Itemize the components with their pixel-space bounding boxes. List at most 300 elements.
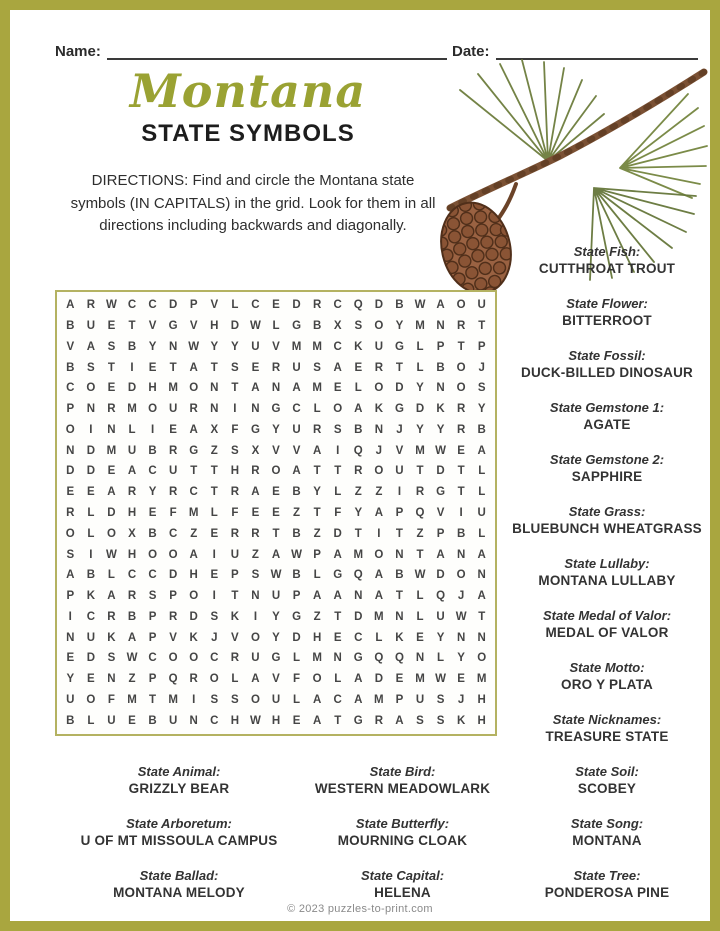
grid-cell: I [192, 693, 196, 706]
grid-cell: G [394, 340, 404, 353]
symbol-item [502, 296, 712, 329]
grid-cell: P [477, 340, 486, 353]
grid-cell: Q [353, 569, 363, 582]
grid-cell: O [148, 548, 158, 561]
grid-cell: L [272, 320, 280, 333]
grid-cell: A [292, 465, 301, 478]
grid-cell: Y [457, 652, 465, 665]
grid-cell: P [313, 548, 321, 561]
grid-cell: W [455, 610, 467, 623]
symbol-value: BITTERROOT [562, 313, 652, 328]
grid-cell: L [293, 693, 301, 706]
grid-cell: U [395, 465, 404, 478]
grid-cell: K [354, 340, 363, 353]
grid-cell: N [86, 403, 95, 416]
grid-cell: D [292, 299, 301, 312]
grid-cell: O [456, 361, 466, 374]
grid-cell: N [271, 382, 281, 395]
grid-cell: H [230, 714, 239, 727]
grid-cell: P [395, 506, 404, 519]
grid-cell: E [457, 444, 465, 457]
symbol-item [295, 764, 510, 797]
grid-cell: L [478, 486, 486, 499]
grid-cell: O [456, 299, 466, 312]
grid-cell: T [231, 382, 239, 395]
grid-cell: R [415, 486, 425, 499]
grid-cell: Z [293, 506, 301, 519]
symbol-label: State Bird: [369, 764, 436, 779]
grid-cell: R [374, 361, 383, 374]
directions-text: DIRECTIONS: Find and circle the Montana state symbols (IN CAPITALS) in the grid. Look for them in all directions including backwards and diagonally. [70, 172, 436, 234]
grid-cell: A [477, 444, 486, 457]
grid-cell: W [435, 673, 446, 686]
grid-cell: A [333, 590, 342, 603]
grid-cell: R [168, 486, 178, 499]
grid-cell: R [312, 423, 322, 436]
grid-cell: F [293, 673, 301, 686]
grid-cell: Z [313, 610, 321, 623]
grid-cell: Y [210, 340, 219, 353]
grid-cell: A [251, 486, 260, 499]
grid-cell: P [148, 673, 157, 686]
grid-cell: L [107, 569, 115, 582]
symbol-label: State Fossil: [568, 348, 646, 363]
grid-cell: E [292, 714, 301, 727]
grid-cell: V [189, 320, 198, 333]
grid-cell: Q [374, 652, 384, 665]
symbol-item [295, 816, 510, 849]
symbol-value: SCOBEY [577, 781, 637, 796]
grid-cell: I [253, 610, 258, 623]
grid-cell: K [86, 590, 95, 603]
grid-cell: S [231, 444, 239, 457]
symbol-label: State Gemstone 1: [549, 400, 665, 415]
grid-cell: M [106, 444, 117, 457]
grid-cell: C [210, 714, 219, 727]
grid-cell: B [148, 527, 157, 540]
grid-cell: D [168, 569, 178, 582]
grid-cell: D [395, 382, 404, 395]
grid-cell: D [127, 382, 137, 395]
grid-cell: M [127, 693, 137, 706]
grid-cell: R [251, 527, 260, 540]
symbol-label: State Arboretum: [126, 816, 232, 831]
grid-cell: M [312, 340, 322, 353]
symbol-value: U OF MT MISSOULA CAMPUS [80, 833, 278, 848]
grid-cell: D [107, 506, 116, 519]
grid-cell: Y [148, 486, 157, 499]
grid-cell: S [210, 693, 219, 706]
grid-cell: N [168, 340, 178, 353]
grid-cell: O [106, 527, 116, 540]
grid-cell: Z [375, 486, 383, 499]
name-blank-line[interactable] [107, 42, 447, 60]
grid-cell: W [249, 714, 261, 727]
grid-cell: V [231, 631, 239, 644]
grid-cell: K [436, 403, 445, 416]
grid-cell: L [437, 652, 445, 665]
grid-cell: J [396, 423, 403, 436]
grid-cell: L [231, 299, 239, 312]
grid-cell: Q [353, 299, 363, 312]
grid-cell: F [231, 506, 239, 519]
grid-cell: T [395, 361, 403, 374]
grid-cell: A [354, 673, 363, 686]
grid-cell: E [148, 361, 157, 374]
grid-cell: L [128, 423, 136, 436]
grid-cell: T [334, 610, 342, 623]
grid-cell: Q [436, 590, 446, 603]
grid-cell: E [251, 506, 260, 519]
grid-cell: V [292, 444, 301, 457]
grid-cell: R [456, 423, 466, 436]
grid-cell: W [414, 299, 426, 312]
grid-cell: R [354, 465, 363, 478]
grid-cell: R [456, 403, 466, 416]
grid-cell: T [457, 465, 465, 478]
grid-cell: A [354, 693, 363, 706]
symbol-value: SAPPHIRE [571, 469, 643, 484]
grid-cell: G [436, 486, 446, 499]
grid-cell: Y [416, 382, 424, 395]
grid-cell: L [231, 673, 239, 686]
name-label: Name: [55, 43, 101, 60]
symbol-label: State Song: [570, 816, 644, 831]
grid-cell: P [169, 590, 177, 603]
grid-cell: Z [313, 527, 321, 540]
grid-cell: S [231, 693, 239, 706]
grid-cell: I [212, 590, 216, 603]
grid-cell: K [374, 403, 383, 416]
grid-cell: J [211, 631, 218, 644]
grid-cell: C [127, 299, 137, 312]
grid-cell: C [148, 465, 157, 478]
symbol-value: AGATE [583, 417, 631, 432]
grid-cell: N [477, 631, 486, 644]
grid-cell: T [210, 361, 218, 374]
grid-cell: Y [272, 631, 280, 644]
grid-cell: O [168, 548, 178, 561]
grid-cell: U [292, 423, 301, 436]
grid-cell: G [271, 403, 281, 416]
grid-cell: S [107, 652, 116, 665]
grid-cell: J [375, 444, 383, 457]
grid-cell: F [334, 506, 342, 519]
grid-cell: U [86, 631, 95, 644]
grid-cell: D [333, 527, 342, 540]
grid-cell: P [66, 403, 75, 416]
grid-cell: P [395, 693, 404, 706]
grid-cell: V [272, 673, 280, 686]
grid-cell: W [435, 444, 446, 457]
grid-cell: X [210, 423, 219, 436]
grid-cell: L [416, 590, 424, 603]
name-field-row [55, 42, 447, 60]
symbol-item [502, 764, 712, 797]
grid-cell: E [128, 714, 136, 727]
grid-cell: N [456, 548, 466, 561]
grid-cell: E [272, 486, 280, 499]
grid-cell: D [374, 299, 383, 312]
symbol-label: State Ballad: [139, 868, 219, 883]
grid-cell: N [456, 631, 466, 644]
grid-cell: C [333, 340, 342, 353]
symbol-value: TREASURE STATE [545, 729, 669, 744]
grid-cell: O [456, 382, 466, 395]
symbol-value: MONTANA [572, 833, 642, 848]
grid-cell: D [436, 569, 445, 582]
grid-cell: O [209, 673, 219, 686]
grid-cell: H [189, 569, 198, 582]
grid-cell: Q [394, 652, 404, 665]
grid-cell: C [66, 382, 75, 395]
grid-cell: O [456, 569, 466, 582]
grid-cell: M [353, 548, 364, 561]
grid-cell: H [127, 506, 137, 519]
grid-cell: C [148, 299, 157, 312]
grid-cell: O [374, 320, 384, 333]
grid-cell: M [168, 382, 178, 395]
grid-cell: L [293, 652, 301, 665]
symbol-item [502, 400, 712, 433]
grid-cell: L [313, 403, 321, 416]
grid-cell: L [416, 340, 424, 353]
grid-cell: A [292, 382, 301, 395]
grid-cell: R [230, 486, 239, 499]
grid-cell: V [169, 631, 177, 644]
grid-cell: Q [415, 506, 425, 519]
grid-cell: E [333, 631, 342, 644]
grid-cell: O [312, 673, 322, 686]
grid-cell: X [251, 444, 260, 457]
symbol-item [502, 556, 712, 589]
grid-cell: E [210, 527, 219, 540]
grid-cell: N [189, 714, 198, 727]
symbol-value: MONTANA LULLABY [538, 573, 676, 588]
grid-cell: R [189, 403, 198, 416]
grid-cell: F [169, 506, 177, 519]
grid-cell: J [457, 590, 465, 603]
grid-cell: U [230, 548, 239, 561]
grid-cell: F [231, 423, 239, 436]
grid-cell: R [107, 610, 116, 623]
grid-cell: B [86, 569, 95, 582]
grid-cell: N [436, 320, 445, 333]
symbol-value: PONDEROSA PINE [544, 885, 670, 900]
symbol-item [502, 452, 712, 485]
grid-cell: G [168, 320, 178, 333]
grid-cell: W [249, 320, 261, 333]
grid-cell: W [126, 652, 138, 665]
grid-cell: Y [272, 423, 280, 436]
grid-cell: A [374, 590, 383, 603]
symbol-label: State Medal of Valor: [542, 608, 672, 623]
grid-cell: I [233, 403, 237, 416]
grid-cell: S [416, 714, 424, 727]
grid-cell: R [251, 465, 260, 478]
grid-cell: P [148, 610, 157, 623]
grid-cell: V [436, 506, 445, 519]
grid-cell: J [457, 693, 465, 706]
grid-cell: T [478, 320, 486, 333]
grid-cell: T [334, 714, 342, 727]
grid-cell: T [457, 340, 465, 353]
grid-cell: N [374, 423, 383, 436]
symbol-label: State Flower: [566, 296, 648, 311]
grid-cell: M [312, 382, 322, 395]
grid-cell: H [271, 714, 281, 727]
grid-cell: S [87, 361, 95, 374]
grid-cell: B [354, 423, 363, 436]
symbol-value: ORO Y PLATA [561, 677, 653, 692]
grid-cell: S [66, 548, 75, 561]
grid-cell: I [130, 361, 134, 374]
grid-cell: T [210, 465, 218, 478]
grid-cell: D [86, 652, 95, 665]
grid-cell: T [272, 527, 280, 540]
grid-cell: E [107, 320, 116, 333]
grid-cell: A [312, 714, 322, 727]
grid-cell: N [107, 423, 116, 436]
grid-cell: U [168, 714, 178, 727]
symbol-label: State Grass: [568, 504, 646, 519]
grid-cell: P [292, 590, 301, 603]
grid-cell: C [354, 631, 363, 644]
grid-cell: E [107, 382, 116, 395]
grid-cell: W [105, 548, 117, 561]
grid-cell: M [312, 652, 322, 665]
grid-cell: E [87, 673, 95, 686]
page-title-sub: STATE SYMBOLS [141, 120, 355, 147]
grid-cell: T [313, 506, 321, 519]
symbol-item [502, 608, 712, 641]
grid-cell: B [456, 527, 466, 540]
grid-cell: O [86, 382, 96, 395]
grid-cell: A [312, 693, 322, 706]
grid-cell: B [148, 714, 157, 727]
grid-cell: N [66, 631, 75, 644]
grid-cell: P [189, 299, 198, 312]
grid-cell: D [436, 465, 445, 478]
symbol-item [502, 348, 712, 381]
grid-cell: A [354, 403, 363, 416]
grid-cell: U [66, 693, 75, 706]
grid-cell: A [374, 506, 383, 519]
grid-cell: Y [313, 486, 321, 499]
grid-cell: A [127, 631, 137, 644]
grid-cell: K [189, 631, 198, 644]
grid-cell: N [477, 569, 486, 582]
grid-cell: D [86, 465, 95, 478]
grid-cell: O [374, 382, 384, 395]
grid-cell: A [127, 465, 137, 478]
grid-cell: M [374, 693, 384, 706]
grid-cell: O [65, 527, 75, 540]
grid-cell: O [333, 403, 343, 416]
grid-cell: A [251, 673, 260, 686]
grid-cell: H [127, 548, 137, 561]
grid-cell: U [168, 403, 178, 416]
grid-cell: U [86, 320, 95, 333]
grid-cell: O [477, 652, 487, 665]
grid-cell: Y [477, 403, 486, 416]
grid-cell: B [292, 569, 301, 582]
grid-cell: T [169, 361, 177, 374]
symbol-item [502, 504, 712, 537]
grid-cell: P [148, 631, 157, 644]
symbol-item [65, 764, 293, 797]
grid-cell: N [210, 403, 219, 416]
grid-cell: B [127, 610, 137, 623]
grid-cell: E [416, 631, 424, 644]
grid-cell: M [168, 693, 178, 706]
symbol-label: State Animal: [137, 764, 221, 779]
grid-cell: A [477, 548, 486, 561]
grid-cell: Z [416, 527, 424, 540]
grid-cell: Y [148, 340, 157, 353]
grid-cell: F [107, 693, 115, 706]
grid-cell: A [107, 486, 116, 499]
symbol-value: MONTANA MELODY [113, 885, 245, 900]
grid-cell: B [436, 361, 445, 374]
symbol-item [502, 660, 712, 693]
grid-cell: O [65, 423, 75, 436]
grid-cell: G [353, 714, 363, 727]
symbol-label: State Soil: [575, 764, 639, 779]
grid-cell: R [456, 320, 466, 333]
symbol-item [295, 868, 510, 901]
grid-cell: G [271, 652, 281, 665]
grid-cell: D [66, 465, 75, 478]
grid-cell: U [415, 693, 425, 706]
grid-cell: Y [66, 673, 75, 686]
grid-cell: U [271, 590, 281, 603]
symbol-label: State Lullaby: [564, 556, 650, 571]
grid-cell: W [188, 340, 200, 353]
grid-cell: H [477, 714, 486, 727]
grid-cell: O [250, 631, 260, 644]
grid-cell: O [148, 403, 158, 416]
grid-cell: R [168, 444, 178, 457]
grid-cell: S [477, 382, 486, 395]
grid-cell: J [478, 361, 485, 374]
grid-cell: E [210, 569, 219, 582]
grid-cell: N [333, 652, 342, 665]
bottom-column-1 [65, 764, 293, 920]
grid-cell: R [127, 486, 137, 499]
grid-cell: M [415, 673, 425, 686]
grid-cell: S [231, 361, 239, 374]
grid-cell: I [459, 506, 463, 519]
grid-cell: E [87, 486, 95, 499]
grid-cell: E [169, 423, 177, 436]
grid-cell: V [272, 444, 280, 457]
grid-cell: A [66, 569, 75, 582]
grid-cell: A [189, 423, 198, 436]
grid-cell: I [336, 444, 340, 457]
grid-cell: C [86, 610, 95, 623]
grid-cell: R [271, 361, 281, 374]
grid-cell: O [189, 382, 199, 395]
grid-cell: Y [416, 423, 424, 436]
grid-cell: Z [128, 673, 136, 686]
grid-cell: E [107, 465, 116, 478]
grid-cell: H [230, 465, 239, 478]
grid-cell: S [313, 361, 321, 374]
symbol-label: State Tree: [573, 868, 641, 883]
grid-cell: I [212, 548, 216, 561]
grid-cell: B [292, 527, 301, 540]
